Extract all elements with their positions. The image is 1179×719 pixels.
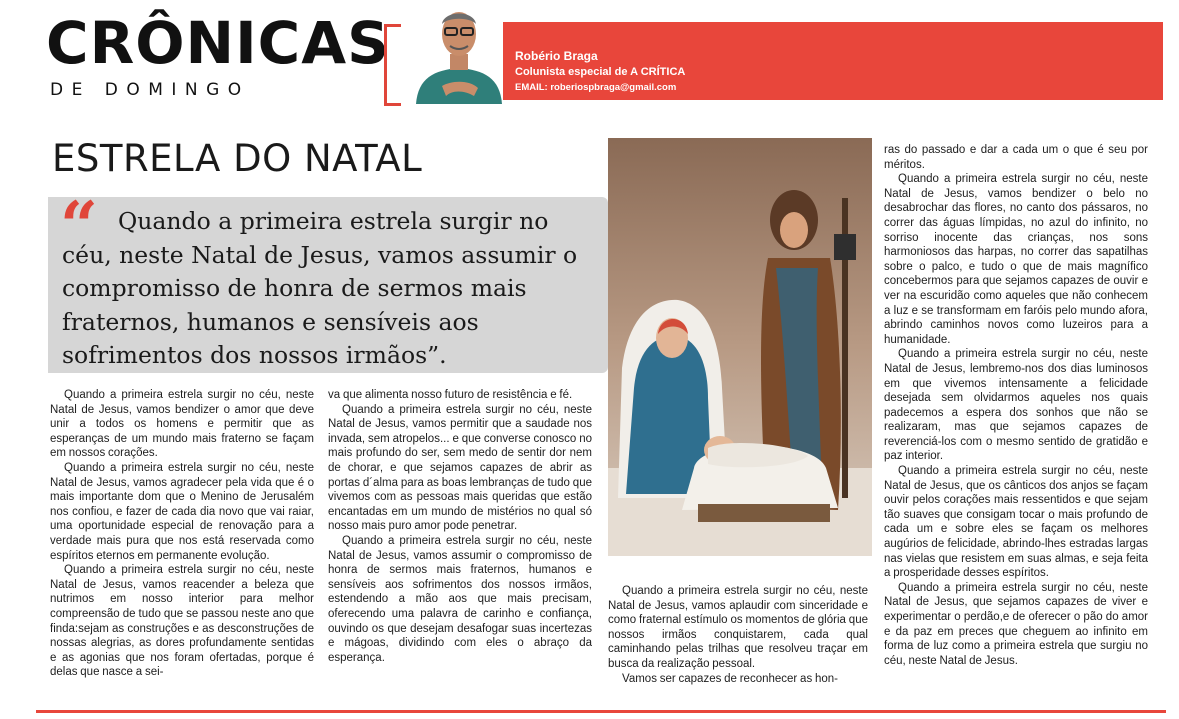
paragraph: Vamos ser capazes de reconhecer as hon- xyxy=(622,672,839,685)
paragraph: Quando a primeira estrela surgir no céu, neste Natal de Jesus, vamos aplaudir com sinceridade e como fraternal estímulo os momentos de glória que nossos irmãos conquistarem, cada qual caminhando pelas trilhas que resolveu traçar em busca da realização pessoal. xyxy=(608,585,868,670)
masthead-title: CRÔNICAS xyxy=(46,9,390,77)
paragraph: Quando a primeira estrela surgir no céu, neste Natal de Jesus, lembremo-nos dos dias luminosos em que vivemos intensamente a felicidade desejada sem olvidarmos aqueles nos quais padecemos a espera dos sonhos que não se realizaram, mas que sejamos capazes de reverenciá-los com o mesmo sentido de gratidão e paz interior. xyxy=(884,348,1148,463)
paragraph: Quando a primeira estrela surgir no céu, neste Natal de Jesus, que os cânticos dos anjos se façam ouvir pelos corações mais ressentidos e que sejam tão suaves que consigam tocar o mais profundo de cada um e sobre eles se façam os melhores augúrios de felicidade, abrindo-lhes estradas largas nas vielas que resistem em suas almas, e seja feita a prosperidade desses espíritos. xyxy=(884,465,1148,580)
article-column-1 xyxy=(50,388,314,680)
article-column-3 xyxy=(608,584,868,686)
paragraph: Quando a primeira estrela surgir no céu, neste Natal de Jesus, vamos bendizer o amor que deve unir a todos os homens e permitir que as esperanças de um mundo mais fraterno se façam em nossos corações. xyxy=(50,389,314,460)
article-column-2 xyxy=(328,388,592,665)
author-name: Robério Braga xyxy=(515,49,598,63)
nativity-photo xyxy=(608,138,872,556)
paragraph: Quando a primeira estrela surgir no céu, neste Natal de Jesus, vamos reacender a beleza que nutrimos em nosso interior para melhor compreensão de tudo que se passou neste ano que finda:sejam as construções e as desconstruções de nossas alegrias, as dores profundamente sentidas e as agonias que nos foram ofertadas, porque é delas que nasce a sei- xyxy=(50,564,314,679)
paragraph: Quando a primeira estrela surgir no céu, neste Natal de Jesus, vamos bendizer o belo no desabrochar das flores, no canto dos pássaros, no correr das águas límpidas, no azul do infinito, no sorriso inocente das crianças, nos sons harmoniosos das harpas, no correr das sapatilhas sobre o palco, e tudo o que de mais magnífico concebermos para que sejamos capazes de ouvir e ver na escuridão como aqueles que não conhecem a luz e se transformam em faróis pelo mundo afora, abrindo caminhos novos como luzeiros para a humanidade. xyxy=(884,173,1148,346)
article-column-4 xyxy=(884,143,1148,668)
bracket-divider xyxy=(384,24,401,106)
paragraph: Quando a primeira estrela surgir no céu, neste Natal de Jesus, que sejamos capazes de viver e experimentar o perdão,e de oferecer o pão do amor e da paz em preces que cheguem ao infinito em forma de luz como a primeira estrela que surgiu no céu, neste Natal de Jesus. xyxy=(884,581,1148,667)
paragraph: Quando a primeira estrela surgir no céu, neste Natal de Jesus, vamos assumir o compromisso de honra de sermos mais fraternos, humanos e sensíveis aos sofrimentos dos nossos irmãos, estendendo a mão aos que mais precisam, oferecendo uma palavra de carinho e confiança, ouvindo os que desejam desafogar suas incertezas e mágoas, dividindo com eles o abraço da esperança. xyxy=(328,534,592,664)
author-role: Colunista especial de A CRÍTICA xyxy=(515,66,686,78)
author-portrait xyxy=(412,0,506,104)
masthead-subtitle: DE DOMINGO xyxy=(50,80,250,100)
author-email: EMAIL: roberiospbraga@gmail.com xyxy=(515,82,677,93)
article-headline: ESTRELA DO NATAL xyxy=(52,137,423,180)
paragraph: va que alimenta nosso futuro de resistência e fé. xyxy=(328,389,573,401)
paragraph: Quando a primeira estrela surgir no céu, neste Natal de Jesus, vamos agradecer pela vida que é o mais importante dom que o Menino de Jerusalém nos confiou, e fazer de cada dia novo que vai raiar, uma oportunidade especial de renovação para a verdade mais pura que nos está reservada como espíritos eternos em permanente evolução. xyxy=(50,461,314,562)
bottom-rule xyxy=(36,710,1166,713)
author-banner xyxy=(503,22,1163,100)
paragraph: ras do passado e dar a cada um o que é seu por méritos. xyxy=(884,144,1148,171)
quote-mark-icon: “ xyxy=(60,187,98,265)
pullquote-text: Quando a primeira estrela surgir no céu, neste Natal de Jesus, vamos assumir o compromisso de honra de sermos mais fraternos, humanos e sensíveis aos sofrimentos dos nossos irmãos”. xyxy=(62,207,578,369)
paragraph: Quando a primeira estrela surgir no céu, neste Natal de Jesus, vamos permitir que a saudade nos invada, sem atropelos... e que converse conosco no mais profundo do ser, sem medo de sentir dor nem de chorar, e que sejamos capazes de abrir as portas d´alma para as boas lembranças de tudo que vivemos com as pessoas mais queridas que estão encantadas em um mundo de mistérios no qual só nosso mais puro amor pode penetrar. xyxy=(328,403,592,533)
